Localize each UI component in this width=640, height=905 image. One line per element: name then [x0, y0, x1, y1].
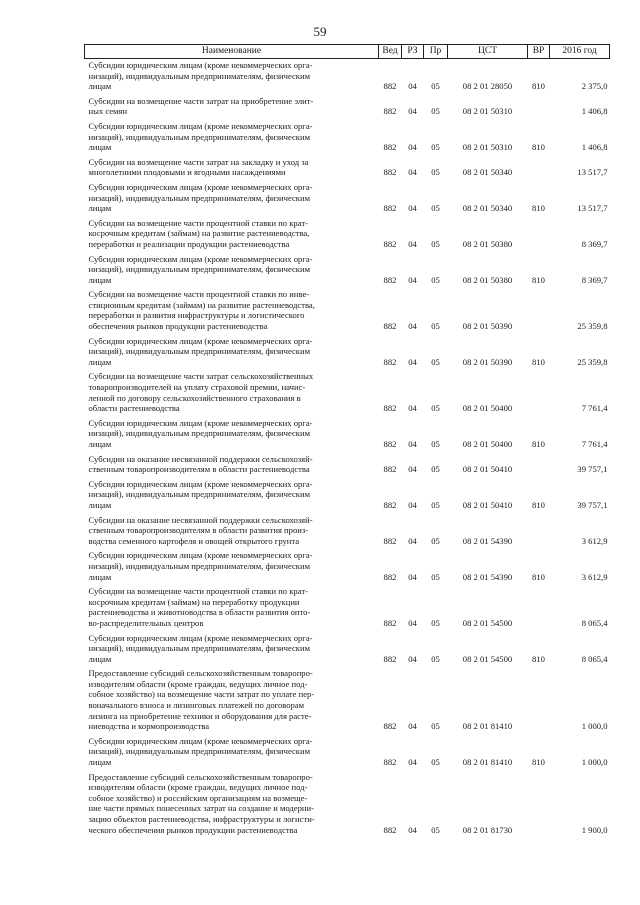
row-name-line: низаций), индивидуальным предпринимателям, физическим	[88, 428, 311, 439]
row-vr	[528, 370, 550, 413]
row-name	[85, 288, 379, 331]
table-row	[85, 335, 610, 368]
row-name-line: лицам	[88, 142, 112, 153]
row-pr: 05	[431, 617, 440, 628]
row-pr: 05	[431, 824, 440, 835]
row-amount: 1 900,0	[581, 824, 608, 835]
row-name-line: переработки и развития инфраструктуры и логистического	[88, 310, 305, 321]
row-name-line: ственным товаропроизводителям в области растениеводства	[88, 464, 310, 475]
row-name-line: стиционным кредитам (займам) на развитие растениеводства,	[88, 299, 315, 310]
row-cst: 08 2 01 50340	[462, 203, 513, 214]
row-vr: 810	[532, 757, 545, 768]
row-cst: 08 2 01 28050	[462, 81, 513, 92]
row-pr: 05	[431, 106, 440, 117]
row-pr: 05	[431, 142, 440, 153]
row-amount: 25 359,8	[577, 321, 608, 332]
row-name-line: лицам	[88, 274, 112, 285]
row-vr: 810	[532, 142, 545, 153]
row-name-line: низаций), индивидуальным предпринимателям, физическим	[88, 643, 311, 654]
row-rz: 04	[408, 439, 417, 449]
row-name-line: Субсидии юридическим лицам (кроме некоммерческих орга-	[88, 335, 313, 346]
row-name-line: косрочным кредитам (займам) на переработку продукции	[88, 596, 300, 607]
row-amount: 1 406,8	[581, 142, 608, 153]
row-vr: 810	[532, 274, 545, 285]
row-name	[85, 156, 379, 178]
row-name-line: Субсидии юридическим лицам (кроме некоммерческих орга-	[88, 550, 313, 561]
row-name	[85, 417, 379, 450]
row-cst: 08 2 01 50410	[462, 464, 513, 475]
row-name-line: Предоставление субсидий сельскохозяйственным товаропро-	[88, 771, 313, 782]
row-name-line: ных семян	[88, 106, 128, 117]
row-rz: 04	[408, 403, 417, 414]
row-vr	[528, 667, 550, 732]
table-row	[85, 735, 610, 768]
row-name	[85, 59, 379, 92]
row-amount: 25 359,8	[577, 356, 608, 367]
row-name-line: низаций), индивидуальным предпринимателям, физическим	[88, 746, 311, 757]
row-name-line: собное хозяйство) на возмещение части затрат по уплате пер-	[88, 689, 315, 700]
row-cst: 08 2 01 50410	[462, 499, 513, 510]
table-row	[85, 120, 610, 153]
row-rz: 04	[408, 167, 417, 178]
row-ved: 882	[383, 274, 397, 285]
row-name-line: многолетними плодовыми и ягодными насаждениями	[88, 167, 286, 178]
row-name	[85, 335, 379, 368]
row-name-line: Субсидии юридическим лицам (кроме некоммерческих орга-	[88, 181, 313, 192]
row-ved: 882	[383, 167, 397, 178]
row-name-line: ленной по договору сельскохозяйственного страхования в	[88, 392, 301, 403]
row-amount: 39 757,1	[577, 464, 608, 475]
row-name-line: Субсидии на возмещение части затрат на закладку и уход за	[88, 156, 309, 167]
table-row	[85, 632, 610, 665]
row-ved: 882	[383, 106, 397, 117]
row-cst: 08 2 01 50310	[462, 142, 513, 153]
table-row	[85, 217, 610, 250]
row-amount: 8 369,7	[581, 238, 608, 249]
header-cst: ЦСТ	[448, 45, 528, 59]
row-name-line: косрочным кредитам (займам) на развитие растениеводства,	[88, 228, 310, 239]
row-name-line: переработки и реализации продукции растениеводства	[88, 238, 290, 249]
row-name-line: изводителям области (кроме граждан, ведущих личное под-	[88, 678, 308, 689]
row-pr: 05	[431, 464, 440, 475]
row-name-line: Субсидии юридическим лицам (кроме некоммерческих орга-	[88, 253, 313, 264]
row-name-line: Субсидии юридическим лицам (кроме некоммерческих орга-	[88, 120, 313, 131]
row-ved: 882	[383, 321, 397, 332]
row-name-line: Субсидии на возмещение части процентной ставки по крат-	[88, 217, 308, 228]
row-name-line: ческого обеспечения рынков продукции растениеводства	[88, 824, 298, 835]
table-row	[85, 417, 610, 450]
row-name	[85, 667, 379, 732]
table-row	[85, 59, 610, 92]
row-amount: 7 761,4	[581, 403, 608, 414]
row-pr: 05	[431, 653, 440, 664]
row-name	[85, 217, 379, 250]
header-ved: Вед	[379, 45, 402, 59]
row-cst: 08 2 01 54500	[462, 617, 513, 628]
row-cst: 08 2 01 50400	[462, 403, 513, 414]
row-amount: 7 761,4	[581, 439, 608, 449]
table-row	[85, 370, 610, 413]
row-vr: 810	[532, 499, 545, 510]
row-name-line: обеспечения рынков продукции растениеводства	[88, 321, 268, 332]
row-name-line: лицам	[88, 499, 112, 510]
row-vr: 810	[532, 203, 545, 214]
row-cst: 08 2 01 50380	[462, 274, 513, 285]
row-cst: 08 2 01 50310	[462, 106, 513, 117]
row-spacer-cell	[85, 835, 610, 838]
row-name-line: собное хозяйство) и российским организациям на возмеще-	[88, 792, 308, 803]
table-row	[85, 478, 610, 511]
row-ved: 882	[383, 617, 397, 628]
row-name-line: низаций), индивидуальным предпринимателям, физическим	[88, 560, 311, 571]
row-name-line: Субсидии на возмещение части затрат сельскохозяйственных	[88, 371, 314, 382]
row-name-line: лицам	[88, 653, 112, 664]
row-ved: 882	[383, 142, 397, 153]
row-rz: 04	[408, 499, 417, 510]
row-name-line: лицам	[88, 356, 112, 367]
row-amount: 13 517,7	[577, 167, 608, 178]
row-amount: 8 369,7	[581, 274, 608, 285]
table-row	[85, 667, 610, 732]
row-vr: 810	[532, 81, 545, 92]
row-pr: 05	[431, 403, 440, 414]
row-pr: 05	[431, 499, 440, 510]
row-vr	[528, 585, 550, 628]
header-vr: ВР	[528, 45, 550, 59]
row-amount: 1 406,8	[581, 106, 608, 117]
row-pr: 05	[431, 571, 440, 582]
row-name-line: лицам	[88, 439, 112, 449]
header-name: Наименование	[85, 45, 379, 59]
page-number: 59	[313, 24, 327, 39]
table-body	[85, 59, 610, 839]
row-name-line: во-распределительных центров	[88, 617, 204, 628]
row-pr: 05	[431, 81, 440, 92]
row-vr	[528, 217, 550, 250]
row-name-line: области растениеводства	[88, 403, 180, 414]
row-name-line: ниеводства и кормопроизводства	[88, 721, 210, 732]
row-cst: 08 2 01 81410	[462, 757, 513, 768]
row-name-line: низаций), индивидуальным предпринимателям, физическим	[88, 346, 311, 357]
row-name-line: Субсидии юридическим лицам (кроме некоммерческих орга-	[88, 417, 313, 428]
row-name-line: изводителям области (кроме граждан, ведущих личное под-	[88, 782, 308, 793]
row-rz: 04	[408, 356, 417, 367]
row-rz: 04	[408, 142, 417, 153]
row-name-line: лицам	[88, 757, 112, 768]
row-name-line: Субсидии юридическим лицам (кроме некоммерческих орга-	[88, 632, 313, 643]
row-rz: 04	[408, 571, 417, 582]
row-amount: 3 612,9	[581, 571, 608, 582]
row-name	[85, 120, 379, 153]
row-name	[85, 549, 379, 582]
row-rz: 04	[408, 203, 417, 214]
row-amount: 8 065,4	[581, 617, 608, 628]
table-row	[85, 771, 610, 836]
row-pr: 05	[431, 203, 440, 214]
table-header	[85, 45, 610, 59]
table-row	[85, 453, 610, 475]
row-name	[85, 585, 379, 628]
row-vr	[528, 771, 550, 836]
row-name-line: товаропроизводителей на уплату страховой премии, начис-	[88, 382, 306, 393]
row-name	[85, 370, 379, 413]
row-name-line: Субсидии на возмещение части затрат на приобретение элит-	[88, 95, 314, 106]
header-rz: РЗ	[402, 45, 424, 59]
row-vr: 810	[532, 653, 545, 664]
row-pr: 05	[431, 535, 440, 546]
row-ved: 882	[383, 757, 397, 768]
row-amount: 39 757,1	[577, 499, 608, 510]
row-rz: 04	[408, 274, 417, 285]
row-pr: 05	[431, 167, 440, 178]
row-cst: 08 2 01 50380	[462, 238, 513, 249]
row-ved: 882	[383, 439, 397, 449]
budget-table	[84, 44, 610, 838]
row-cst: 08 2 01 50390	[462, 321, 513, 332]
row-vr: 810	[532, 571, 545, 582]
row-name-line: лицам	[88, 571, 112, 582]
row-name	[85, 514, 379, 547]
row-name	[85, 253, 379, 286]
row-ved: 882	[383, 203, 397, 214]
row-rz: 04	[408, 106, 417, 117]
row-vr: 810	[532, 356, 545, 367]
row-ved: 882	[383, 499, 397, 510]
table-row	[85, 585, 610, 628]
table-row	[85, 181, 610, 214]
row-pr: 05	[431, 321, 440, 332]
row-amount: 2 375,0	[581, 81, 608, 92]
row-name-line: Субсидии на оказание несвязанной поддержки сельскохозяй-	[88, 453, 313, 464]
row-ved: 882	[383, 824, 397, 835]
row-ved: 882	[383, 81, 397, 92]
row-ved: 882	[383, 535, 397, 546]
row-amount: 13 517,7	[577, 203, 608, 214]
row-name-line: воначального взноса и лизинговых платежей по договорам	[88, 700, 305, 711]
row-cst: 08 2 01 54390	[462, 571, 513, 582]
header-year: 2016 год	[550, 45, 610, 59]
row-name-line: Субсидии на возмещение части процентной ставки по крат-	[88, 586, 308, 597]
row-cst: 08 2 01 81730	[462, 824, 513, 835]
row-cst: 08 2 01 50400	[462, 439, 513, 449]
row-spacer	[85, 835, 610, 838]
row-rz: 04	[408, 653, 417, 664]
row-ved: 882	[383, 403, 397, 414]
row-name	[85, 771, 379, 836]
row-name-line: лицам	[88, 81, 112, 92]
row-vr: 810	[532, 439, 545, 449]
row-ved: 882	[383, 721, 397, 732]
row-name	[85, 181, 379, 214]
row-name-line: Предоставление субсидий сельскохозяйственным товаропро-	[88, 668, 313, 679]
row-vr	[528, 453, 550, 475]
row-cst: 08 2 01 54390	[462, 535, 513, 546]
row-pr: 05	[431, 356, 440, 367]
row-ved: 882	[383, 356, 397, 367]
row-cst: 08 2 01 81410	[462, 721, 513, 732]
row-cst: 08 2 01 50340	[462, 167, 513, 178]
row-name-line: Субсидии юридическим лицам (кроме некоммерческих орга-	[88, 735, 313, 746]
row-name-line: ственным товаропроизводителям в области развития произ-	[88, 525, 309, 536]
row-ved: 882	[383, 571, 397, 582]
row-name-line: Субсидии на оказание несвязанной поддержки сельскохозяй-	[88, 514, 313, 525]
row-name-line: низаций), индивидуальным предпринимателям, физическим	[88, 489, 311, 500]
row-name-line: водства семенного картофеля и овощей открытого грунта	[88, 535, 300, 546]
row-amount: 1 000,0	[581, 757, 608, 768]
row-name-line: зацию объектов растениеводства, инфраструктуры и логисти-	[88, 814, 315, 824]
row-rz: 04	[408, 238, 417, 249]
table-row	[85, 549, 610, 582]
row-name-line: низаций), индивидуальным предпринимателям, физическим	[88, 192, 311, 203]
row-amount: 1 000,0	[581, 721, 608, 732]
table-row	[85, 156, 610, 178]
row-amount: 3 612,9	[581, 535, 608, 546]
row-name	[85, 735, 379, 768]
row-name-line: лицам	[88, 203, 112, 214]
row-rz: 04	[408, 321, 417, 332]
row-name-line: низаций), индивидуальным предпринимателям, физическим	[88, 264, 311, 275]
row-cst: 08 2 01 54500	[462, 653, 513, 664]
table-row	[85, 253, 610, 286]
row-pr: 05	[431, 238, 440, 249]
row-pr: 05	[431, 439, 440, 449]
table-row	[85, 288, 610, 331]
row-rz: 04	[408, 464, 417, 475]
row-cst: 08 2 01 50390	[462, 356, 513, 367]
row-vr	[528, 288, 550, 331]
row-rz: 04	[408, 617, 417, 628]
row-pr: 05	[431, 757, 440, 768]
table-row	[85, 95, 610, 117]
row-vr	[528, 95, 550, 117]
row-name-line: растениеводства и животноводства в области развития опто-	[88, 607, 311, 618]
row-pr: 05	[431, 721, 440, 732]
table-row	[85, 514, 610, 547]
header-pr: Пр	[424, 45, 448, 59]
row-rz: 04	[408, 535, 417, 546]
row-rz: 04	[408, 757, 417, 768]
row-name-line: Субсидии юридическим лицам (кроме некоммерческих орга-	[88, 478, 313, 489]
row-vr	[528, 514, 550, 547]
row-name-line: низаций), индивидуальным предпринимателям, физическим	[88, 70, 311, 81]
row-name-line: Субсидии на возмещение части процентной ставки по инве-	[88, 289, 310, 300]
row-name-line: ние части прямых понесенных затрат на создание и модерни-	[88, 803, 314, 814]
row-name-line: лизинга на приобретение техники и оборудования для расте-	[88, 710, 312, 721]
row-rz: 04	[408, 81, 417, 92]
row-ved: 882	[383, 238, 397, 249]
row-amount: 8 065,4	[581, 653, 608, 664]
row-ved: 882	[383, 464, 397, 475]
row-name	[85, 632, 379, 665]
row-vr	[528, 156, 550, 178]
row-name-line: низаций), индивидуальным предпринимателям, физическим	[88, 131, 311, 142]
row-name	[85, 95, 379, 117]
row-name-line: Субсидии юридическим лицам (кроме некоммерческих орга-	[88, 60, 313, 70]
row-name	[85, 453, 379, 475]
row-ved: 882	[383, 653, 397, 664]
row-rz: 04	[408, 721, 417, 732]
row-rz: 04	[408, 824, 417, 835]
row-pr: 05	[431, 274, 440, 285]
row-name	[85, 478, 379, 511]
